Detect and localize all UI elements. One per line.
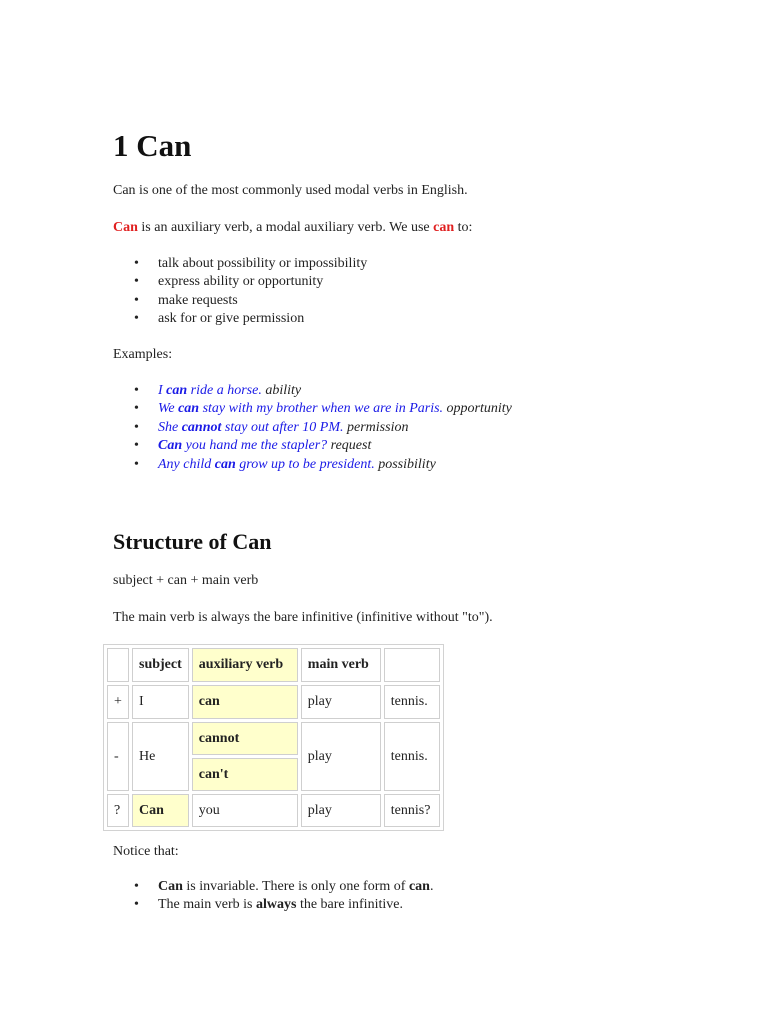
example-item <box>113 437 512 455</box>
table-row-question <box>107 794 440 827</box>
list-item: • talk about possibility or impossibility <box>113 255 367 273</box>
list-item <box>113 878 433 896</box>
example-post: grow up to be president. <box>235 456 375 472</box>
rest-cell: tennis. <box>384 685 440 719</box>
sign-cell: + <box>107 685 129 719</box>
subject-cell: He <box>132 722 189 791</box>
aux-cell: Can <box>132 794 189 827</box>
example-post: stay out after 10 PM. <box>221 419 344 435</box>
structure-table <box>103 644 444 831</box>
examples-list <box>113 382 512 474</box>
sign-cell: ? <box>107 794 129 827</box>
example-modal: can <box>178 401 200 417</box>
example-modal: can <box>166 383 188 398</box>
example-item <box>113 419 512 437</box>
list-item <box>113 896 433 914</box>
example-post: you hand me the stapler? <box>182 438 328 454</box>
table-row-affirmative <box>107 685 440 719</box>
verb-cell: play <box>301 685 381 719</box>
table-header-row <box>107 648 440 682</box>
example-post: ride a horse. <box>187 383 262 398</box>
notice-list <box>113 878 433 915</box>
examples-label: Examples: <box>113 347 173 362</box>
example-modal: Can <box>158 438 183 454</box>
example-pre: She <box>158 419 182 435</box>
intro-paragraph: Can is one of the most commonly used modal verbs in English. <box>113 183 468 198</box>
rest-cell: tennis? <box>384 794 440 827</box>
example-item <box>113 456 512 474</box>
notice-bold: can <box>408 879 430 894</box>
header-auxiliary-verb: auxiliary verb <box>192 648 298 682</box>
header-subject: subject <box>132 648 189 682</box>
subject-cell: you <box>192 794 298 827</box>
list-item: • ask for or give permission <box>113 310 367 328</box>
uses-list <box>113 255 367 329</box>
example-label: permission <box>343 419 409 435</box>
example-pre: We <box>158 401 179 417</box>
example-modal: can <box>214 456 236 472</box>
notice-label: Notice that: <box>113 844 179 859</box>
list-item: • express ability or opportunity <box>113 273 367 291</box>
table-row-negative <box>107 722 440 755</box>
subject-cell: I <box>132 685 189 719</box>
example-pre: I <box>158 383 167 398</box>
structure-heading: Structure of Can <box>113 529 272 554</box>
header-cell-empty <box>107 648 129 682</box>
rest-cell: tennis. <box>384 722 440 791</box>
sign-cell: - <box>107 722 129 791</box>
example-label: ability <box>261 383 302 398</box>
verb-cell: play <box>301 794 381 827</box>
notice-bold: Can <box>158 879 183 894</box>
notice-text: the bare infinitive. <box>296 897 403 913</box>
example-modal: cannot <box>181 419 222 435</box>
verb-cell: play <box>301 722 381 791</box>
example-post: stay with my brother when we are in Paris. <box>199 401 444 417</box>
notice-text: is invariable. There is only one form of <box>182 879 409 894</box>
example-item <box>113 382 512 400</box>
aux-cell: can <box>192 685 298 719</box>
notice-text: The main verb is <box>158 897 256 913</box>
example-label: opportunity <box>443 401 512 417</box>
definition-text-end: to: <box>454 220 473 235</box>
definition-text: is an auxiliary verb, a modal auxiliary verb. We use <box>137 220 434 235</box>
example-label: request <box>327 438 372 454</box>
header-cell-empty <box>384 648 440 682</box>
highlight-can-lower: can <box>433 220 455 235</box>
example-item <box>113 400 512 418</box>
highlight-can: Can <box>113 220 138 235</box>
definition-paragraph <box>113 219 472 237</box>
page-title: 1 Can <box>113 128 192 163</box>
example-label: possibility <box>374 456 436 472</box>
notice-text: . <box>429 879 434 894</box>
bare-infinitive-note: The main verb is always the bare infinitive (infinitive without "to"). <box>113 610 493 625</box>
aux-cell: cannot <box>192 722 298 755</box>
header-main-verb: main verb <box>301 648 381 682</box>
notice-bold: always <box>255 897 297 913</box>
structure-formula: subject + can + main verb <box>113 573 259 588</box>
list-item: • make requests <box>113 292 367 310</box>
example-pre: Any child <box>158 456 215 472</box>
aux-cell: can't <box>192 758 298 791</box>
